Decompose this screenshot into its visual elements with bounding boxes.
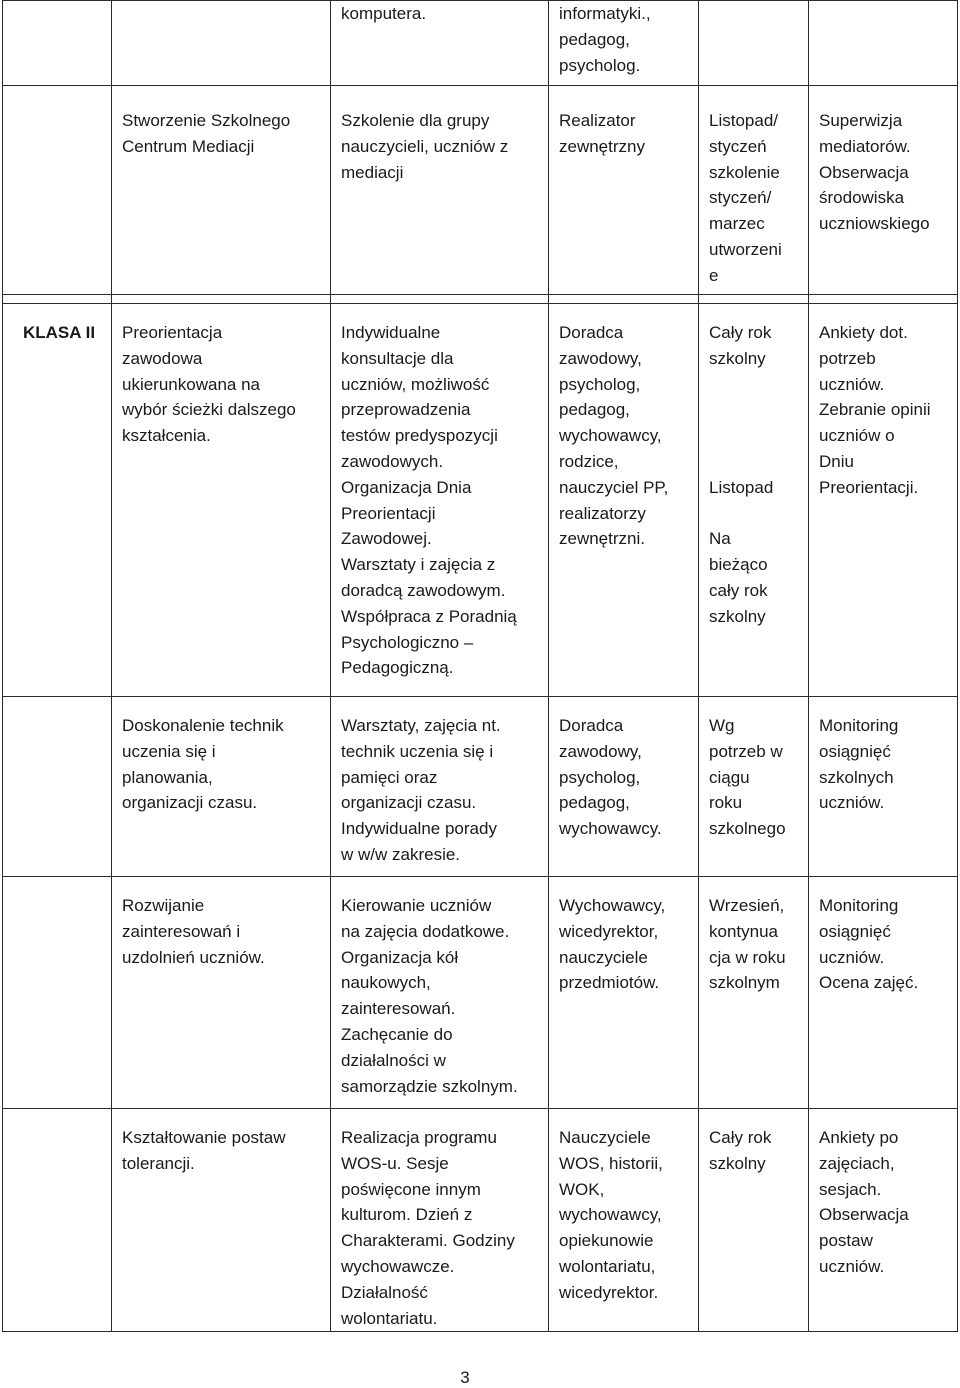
- spacer-cell: [331, 295, 549, 304]
- table-row: [3, 877, 958, 1109]
- evaluation-cell: Monitoring osiągnięć szkolnych uczniów.: [809, 697, 958, 877]
- spacer-cell: [3, 295, 112, 304]
- activities-cell: Indywidualne konsultacje dla uczniów, możliwość przeprowadzenia testów predyspozycji zawodowych. Organizacja Dnia Preorientacji Zawodowej. Warsztaty i zajęcia z doradcą zawodowym. Współpraca z Poradnią Psychologiczno – Pedagogiczną.: [331, 304, 549, 697]
- class-label-cell: [3, 1109, 112, 1332]
- goal-cell: Kształtowanie postaw tolerancji.: [112, 1109, 331, 1332]
- timeframe-cell: Wrzesień, kontynua cja w roku szkolnym: [699, 877, 809, 1109]
- spacer-cell: [699, 295, 809, 304]
- table-row: [3, 86, 958, 295]
- responsible-cell: Realizator zewnętrzny: [549, 86, 699, 295]
- goal-cell: [112, 1, 331, 86]
- goal-cell: Rozwijanie zainteresowań i uzdolnień uczniów.: [112, 877, 331, 1109]
- responsible-cell: Wychowawcy, wicedyrektor, nauczyciele przedmiotów.: [549, 877, 699, 1109]
- goal-cell: Preorientacja zawodowa ukierunkowana na wybór ścieżki dalszego kształcenia.: [112, 304, 331, 697]
- class-label-cell: [3, 1, 112, 86]
- goal-cell: Stworzenie Szkolnego Centrum Mediacji: [112, 86, 331, 295]
- responsible-cell: Doradca zawodowy, psycholog, pedagog, wychowawcy.: [549, 697, 699, 877]
- activities-cell: Szkolenie dla grupy nauczycieli, uczniów z mediacji: [331, 86, 549, 295]
- class-label-cell: [3, 877, 112, 1109]
- evaluation-cell: Monitoring osiągnięć uczniów. Ocena zajęć.: [809, 877, 958, 1109]
- evaluation-cell: Ankiety dot. potrzeb uczniów. Zebranie opinii uczniów o Dniu Preorientacji.: [809, 304, 958, 697]
- responsible-cell: Nauczyciele WOS, historii, WOK, wychowawcy, opiekunowie wolontariatu, wicedyrektor.: [549, 1109, 699, 1332]
- evaluation-cell: [809, 1, 958, 86]
- spacer-cell: [809, 295, 958, 304]
- table-row: [3, 1, 958, 86]
- evaluation-cell: Ankiety po zajęciach, sesjach. Obserwacja postaw uczniów.: [809, 1109, 958, 1332]
- table-spacer-row: [3, 295, 958, 304]
- activities-cell: Warsztaty, zajęcia nt. technik uczenia się i pamięci oraz organizacji czasu. Indywidualne porady w w/w zakresie.: [331, 697, 549, 877]
- responsible-cell: Doradca zawodowy, psycholog, pedagog, wychowawcy, rodzice, nauczyciel PP, realizatorzy zewnętrzni.: [549, 304, 699, 697]
- class-label-cell: [3, 86, 112, 295]
- responsible-cell: informatyki., pedagog, psycholog.: [549, 1, 699, 86]
- table-row: [3, 697, 958, 877]
- timeframe-cell: Listopad/ styczeń szkolenie styczeń/ marzec utworzeni e: [699, 86, 809, 295]
- timeframe-cell: Cały rok szkolny: [699, 1109, 809, 1332]
- timeframe-cell: [699, 1, 809, 86]
- page-number: 3: [460, 1368, 470, 1387]
- table-row: [3, 1109, 958, 1332]
- goal-cell: Doskonalenie technik uczenia się i planowania, organizacji czasu.: [112, 697, 331, 877]
- table-row: [3, 304, 958, 697]
- evaluation-cell: Superwizja mediatorów. Obserwacja środowiska uczniowskiego: [809, 86, 958, 295]
- class-label-cell: [3, 697, 112, 877]
- spacer-cell: [112, 295, 331, 304]
- timeframe-cell: Wg potrzeb w ciągu roku szkolnego: [699, 697, 809, 877]
- spacer-cell: [549, 295, 699, 304]
- timeframe-cell: Cały rok szkolny Listopad Na bieżąco cały rok szkolny: [699, 304, 809, 697]
- activities-cell: komputera.: [331, 1, 549, 86]
- class-label-cell: KLASA II: [3, 304, 112, 697]
- activities-cell: Realizacja programu WOS-u. Sesje poświęcone innym kulturom. Dzień z Charakterami. Godziny wychowawcze. Działalność wolontariatu.: [331, 1109, 549, 1332]
- activities-cell: Kierowanie uczniów na zajęcia dodatkowe. Organizacja kół naukowych, zainteresowań. Zachęcanie do działalności w samorządzie szkolnym.: [331, 877, 549, 1109]
- plan-table: [2, 0, 958, 1332]
